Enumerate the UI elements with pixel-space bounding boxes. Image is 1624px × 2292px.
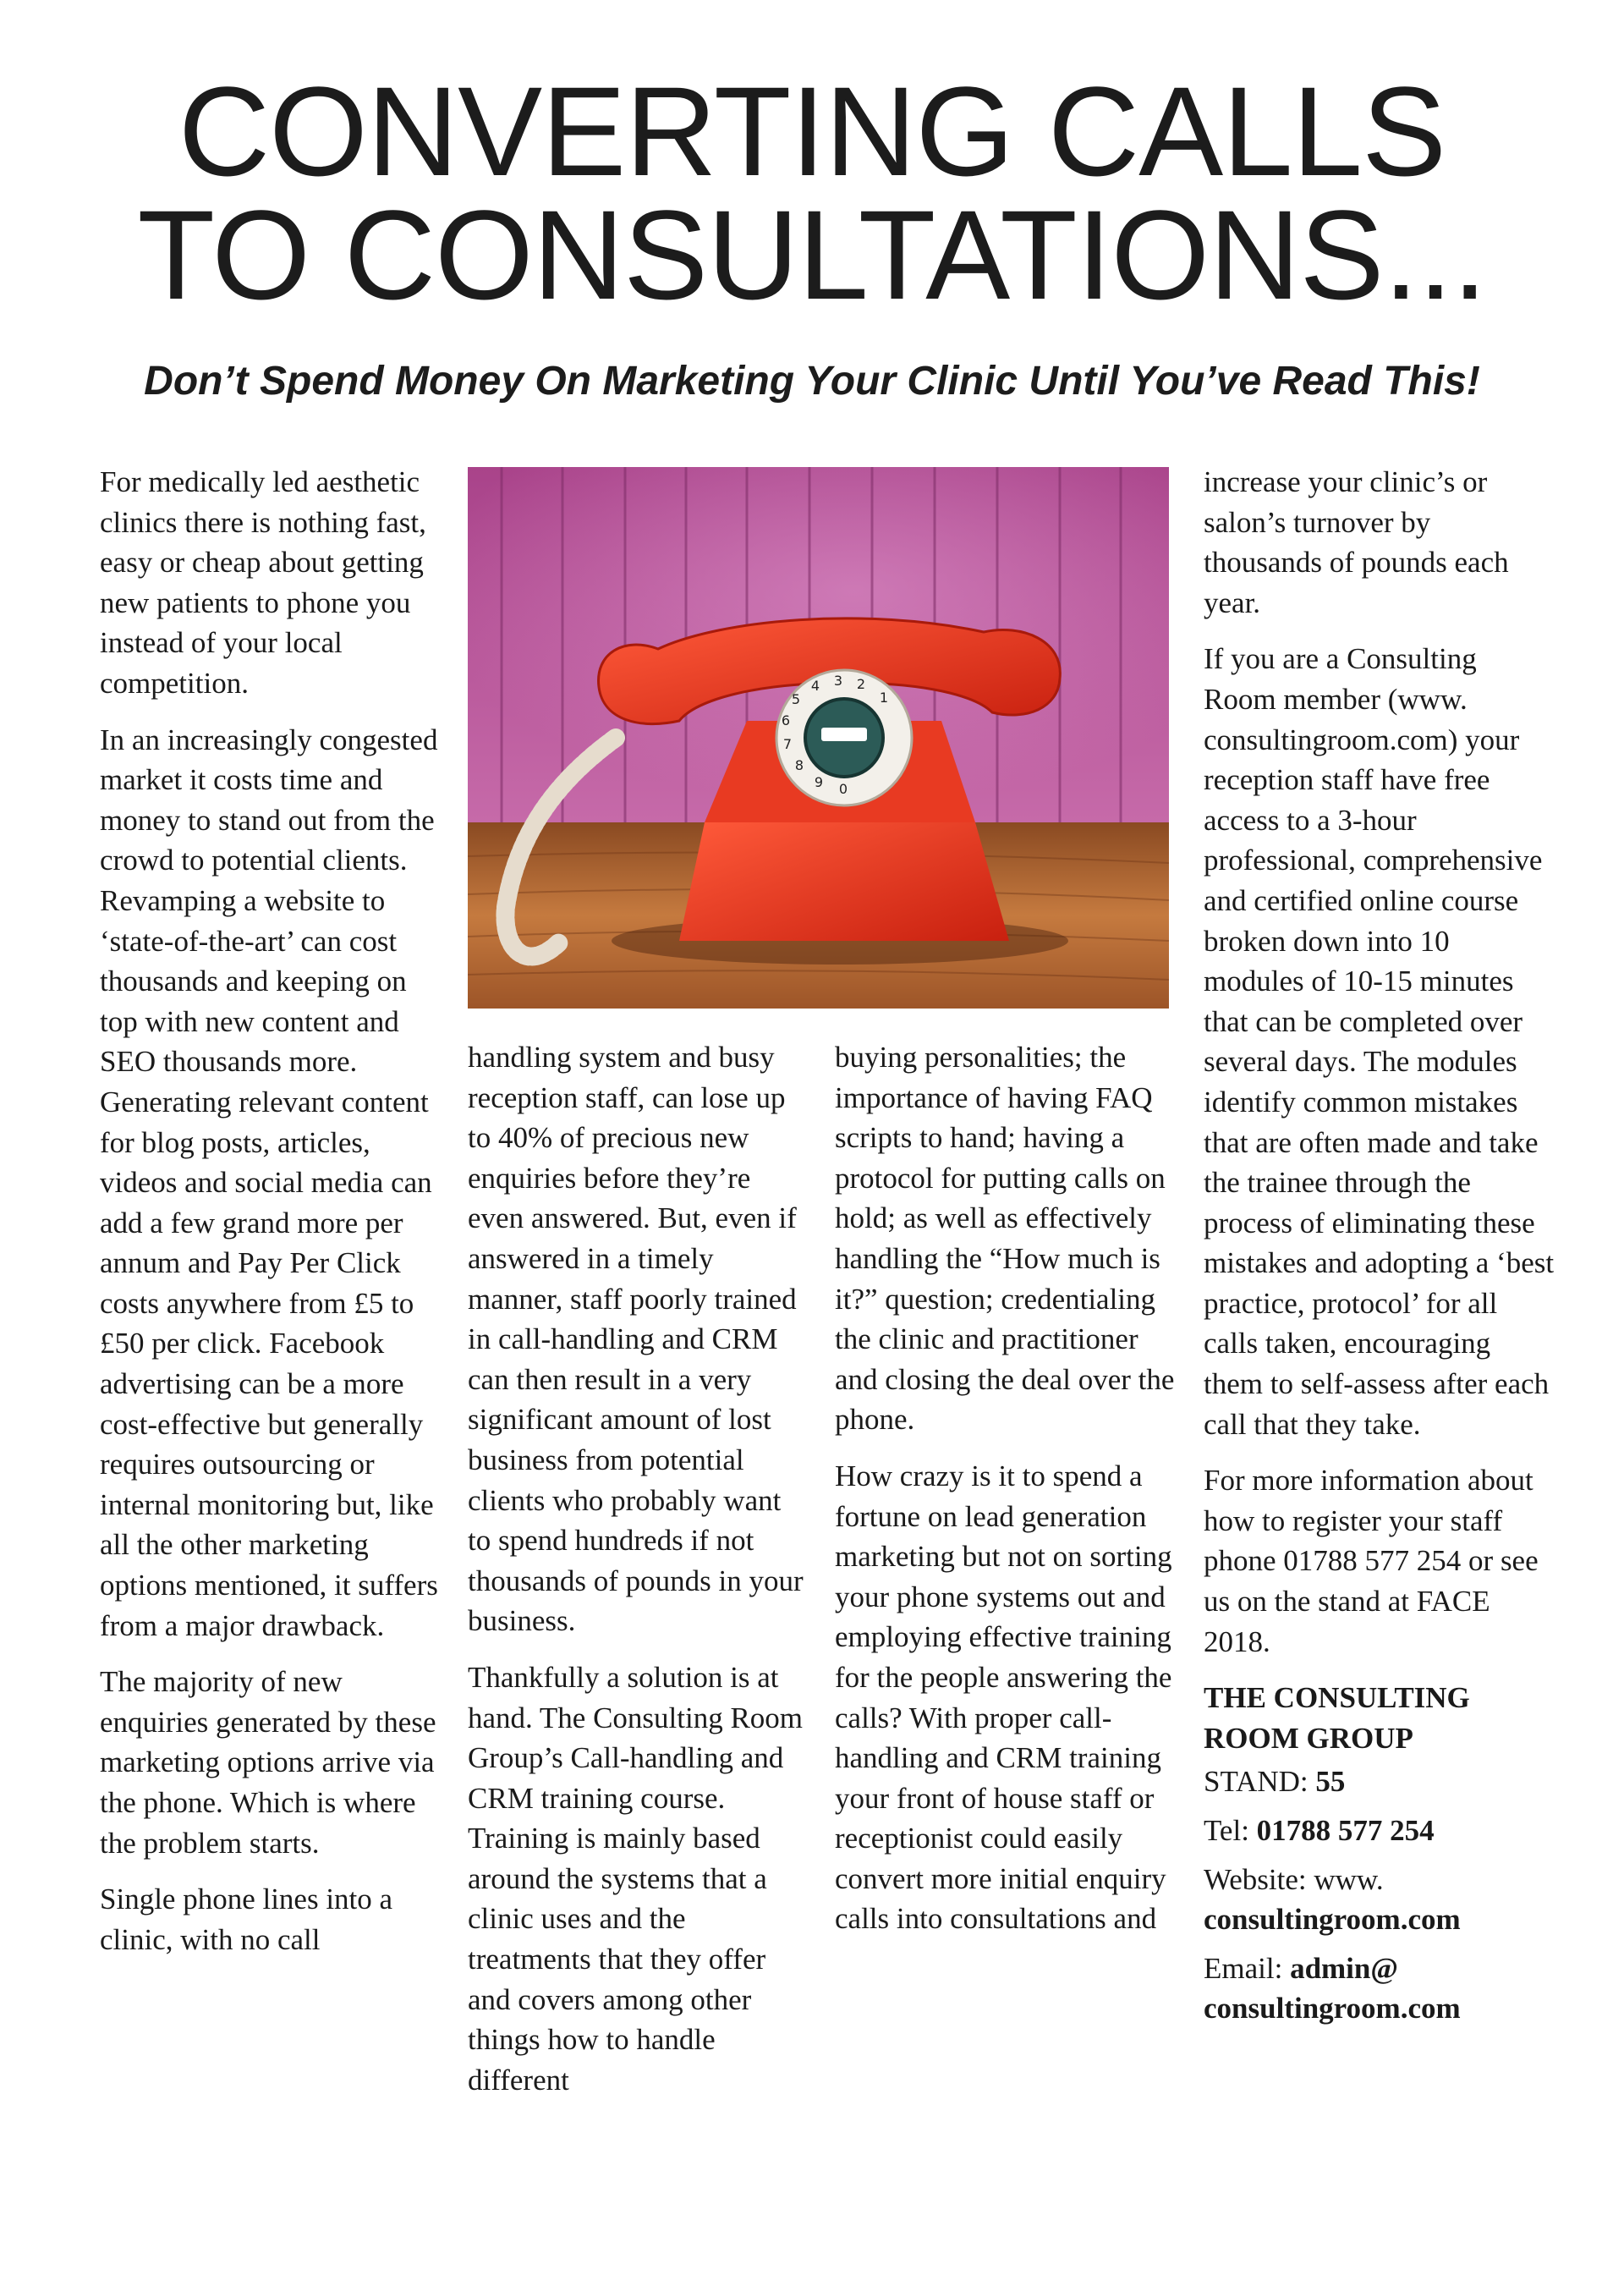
stand-number: 55	[1315, 1765, 1346, 1799]
headline-line-2: TO CONSULTATIONS...	[137, 184, 1487, 326]
dial-number: 4	[810, 678, 820, 694]
paragraph: The majority of new enquiries generated by these marketing options arrive via the phone. Which is where the problem starts.	[100, 1665, 436, 1860]
paragraph: Single phone lines into a clinic, with no call	[100, 1883, 393, 1956]
email-label: Email:	[1204, 1951, 1291, 1985]
email-info	[1204, 1948, 1555, 2029]
headline	[0, 60, 1624, 326]
dial-number: 3	[833, 673, 843, 689]
dial-number: 1	[879, 690, 889, 706]
paragraph: handling system and busy reception staff, can lose up to 40% of precious new enquiries before they’re even answered. But, even if answered in a timely manner, staff poorly trained in call-handling and CRM can then result in a very significant amount of lost business from potential clients who probably want to spend hundreds if not thousands of pounds in your business.	[468, 1041, 804, 1638]
telephone-label: Tel:	[1204, 1814, 1257, 1847]
dial-number: 2	[856, 676, 866, 692]
paragraph: In an increasingly congested market it costs time and money to stand out from the crowd to potential clients. Revamping a website to ‘state-of-the-art’ can cost thousands and keeping on top with new content and SEO thousands more. Generating relevant content for blog posts, articles, videos and social media can add a few grand more per annum and Pay Per Click costs anywhere from £5 to £50 per click. Facebook advertising can be a more cost-effective but generally requires outsourcing or internal monitoring but, like all the other marketing options mentioned, it suffers from a major drawback.	[100, 723, 438, 1642]
stand-label: STAND:	[1204, 1765, 1316, 1799]
telephone-info	[1204, 1811, 1555, 1851]
article-column-4	[1204, 462, 1555, 2037]
email-link-part-2[interactable]: consultingroom.com	[1204, 1992, 1461, 2025]
article-column-3	[835, 1037, 1177, 1955]
article-column-1	[100, 462, 451, 1976]
subheadline: Don’t Spend Money On Marketing Your Clinic Until You’ve Read This!	[144, 359, 1480, 404]
dial-number: 6	[781, 712, 791, 728]
email-link-part-1[interactable]: admin@	[1290, 1951, 1398, 1985]
paragraph: How crazy is it to spend a fortune on lead generation marketing but not on sorting your phone systems out and employing effective training for the people answering the calls? With proper call-handling and CRM training your front of house staff or receptionist could easily convert more initial enquiry calls into consultations and	[835, 1459, 1172, 1936]
paragraph: For medically led aesthetic clinics there is nothing fast, easy or cheap about getting new patients to phone you instead of your local competition.	[100, 465, 426, 700]
paragraph: If you are a Consulting Room member (www. consultingroom.com) your reception staff have free access to a 3-hour professional, comprehensive and certified online course broken down into 10 modules of 10-15 minutes that can be completed over several days. The modules identify common mistakes that are often made and take the trainee through the process of eliminating these mistakes and adopting a ‘best practice, protocol’ for all calls taken, encouraging them to self-assess after each call that they take.	[1204, 642, 1555, 1441]
article-column-2	[468, 1037, 810, 2116]
paragraph: Thankfully a solution is at hand. The Consulting Room Group’s Call-handling and CRM training course. Training is mainly based around the systems that a clinic uses and the treatments that they offer and covers among other things how to handle different	[468, 1660, 804, 2097]
paragraph: For more information about how to register your staff phone 01788 577 254 or see us on the stand at FACE 2018.	[1204, 1464, 1539, 1658]
stand-info	[1204, 1762, 1555, 1802]
phone-body	[679, 822, 1009, 941]
dial-number: 8	[794, 757, 804, 773]
paragraph: buying personalities; the importance of having FAQ scripts to hand; having a protocol for putting calls on hold; as well as effectively handling the “How much is it?” question; credentialing the clinic and practitioner and closing the deal over the phone.	[835, 1041, 1175, 1437]
website-link[interactable]: consultingroom.com	[1204, 1903, 1461, 1937]
dial-number: 9	[814, 774, 824, 790]
dial-number: 5	[791, 691, 801, 707]
headline-line-1: CONVERTING CALLS	[178, 60, 1446, 202]
company-name: THE CONSULTING ROOM GROUP	[1204, 1681, 1470, 1755]
paragraph: increase your clinic’s or salon’s turnover by thousands of pounds each year.	[1204, 465, 1509, 619]
telephone-number: 01788 577 254	[1256, 1814, 1435, 1847]
dial-number: 7	[782, 736, 793, 752]
red-telephone-photo	[468, 467, 1169, 1009]
dial-number: 0	[838, 781, 848, 797]
website-label: Website: www.	[1204, 1862, 1384, 1896]
website-info	[1204, 1860, 1555, 1940]
